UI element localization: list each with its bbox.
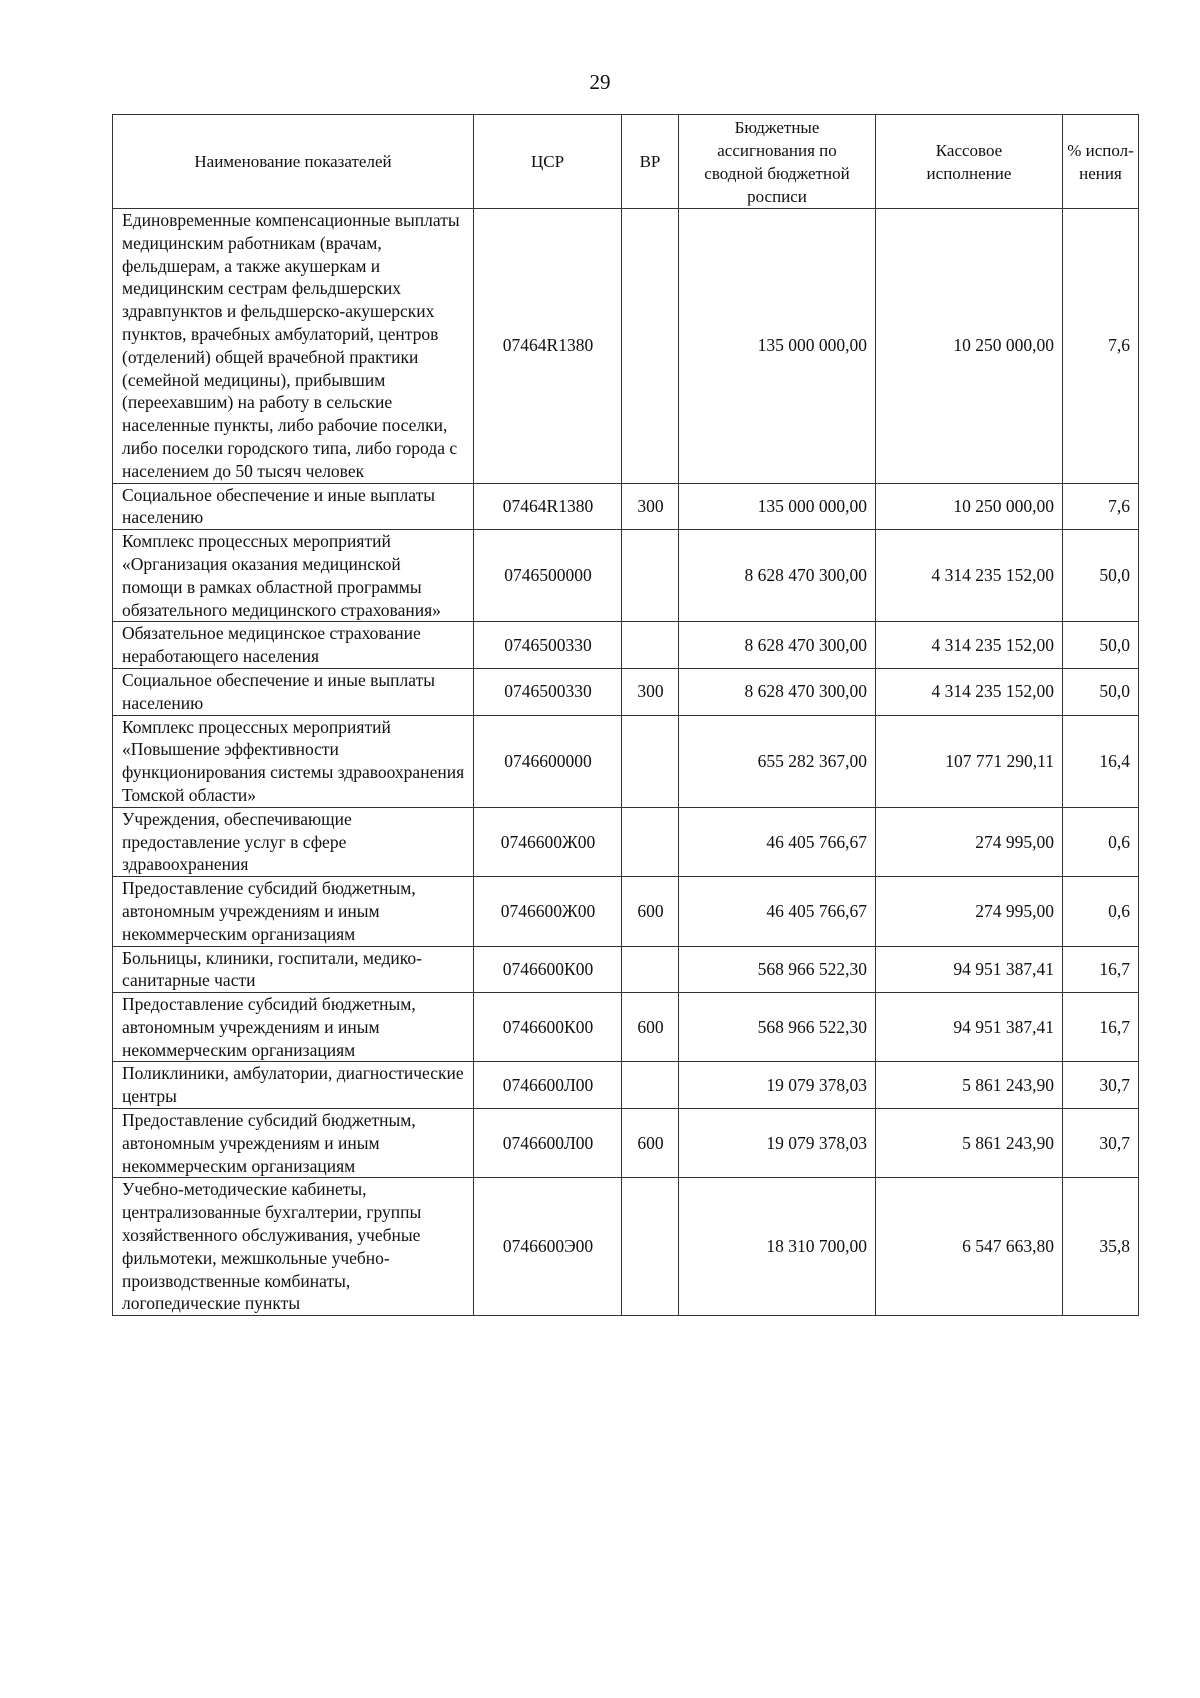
row-vr [622, 209, 679, 484]
row-budget: 8 628 470 300,00 [679, 622, 876, 669]
row-budget: 46 405 766,67 [679, 877, 876, 946]
row-pct: 16,7 [1063, 993, 1139, 1062]
row-cash: 6 547 663,80 [876, 1178, 1063, 1316]
row-cash: 4 314 235 152,00 [876, 668, 1063, 715]
row-name: Обязательное медицинское страхование неработающего населения [113, 622, 474, 669]
row-budget: 135 000 000,00 [679, 483, 876, 530]
row-budget: 568 966 522,30 [679, 946, 876, 993]
header-csr: ЦСР [474, 115, 622, 209]
row-budget: 46 405 766,67 [679, 807, 876, 876]
table-row [113, 807, 1139, 876]
table-row [113, 877, 1139, 946]
row-budget: 19 079 378,03 [679, 1109, 876, 1178]
row-vr [622, 1178, 679, 1316]
row-cash: 94 951 387,41 [876, 946, 1063, 993]
row-vr [622, 946, 679, 993]
row-cash: 10 250 000,00 [876, 483, 1063, 530]
row-name: Предоставление субсидий бюджетным, автономным учреждениям и иным некоммерческим организациям [113, 877, 474, 946]
table-row [113, 715, 1139, 807]
row-budget: 18 310 700,00 [679, 1178, 876, 1316]
row-csr: 0746600Ж00 [474, 877, 622, 946]
row-name: Больницы, клиники, госпитали, медико-санитарные части [113, 946, 474, 993]
header-cash: Кассовое исполнение [876, 115, 1063, 209]
row-cash: 5 861 243,90 [876, 1062, 1063, 1109]
table-row [113, 993, 1139, 1062]
row-pct: 30,7 [1063, 1062, 1139, 1109]
row-name: Единовременные компенсационные выплаты медицинским работникам (врачам, фельдшерам, а также акушеркам и медицинским сестрам фельдшерских здравпунктов и фельдшерско-акушерских пунктов, врачебных амбулаторий, центров (отделений) общей врачебной практики (семейной медицины), прибывшим (переехавшим) на работу в сельские населенные пункты, либо рабочие поселки, либо поселки городского типа, либо города с населением до 50 тысяч человек [113, 209, 474, 484]
row-csr: 07464R1380 [474, 483, 622, 530]
table-header-row [113, 115, 1139, 209]
row-csr: 0746600Л00 [474, 1062, 622, 1109]
row-vr: 600 [622, 1109, 679, 1178]
table-row [113, 946, 1139, 993]
row-pct: 35,8 [1063, 1178, 1139, 1316]
row-pct: 0,6 [1063, 877, 1139, 946]
row-csr: 0746500330 [474, 622, 622, 669]
row-cash: 5 861 243,90 [876, 1109, 1063, 1178]
row-budget: 8 628 470 300,00 [679, 668, 876, 715]
row-pct: 30,7 [1063, 1109, 1139, 1178]
row-cash: 10 250 000,00 [876, 209, 1063, 484]
row-cash: 274 995,00 [876, 807, 1063, 876]
row-name: Учреждения, обеспечивающие предоставление услуг в сфере здравоохранения [113, 807, 474, 876]
row-name: Социальное обеспечение и иные выплаты населению [113, 668, 474, 715]
header-vr: ВР [622, 115, 679, 209]
header-name: Наименование показателей [113, 115, 474, 209]
table-row [113, 622, 1139, 669]
row-cash: 274 995,00 [876, 877, 1063, 946]
row-vr [622, 715, 679, 807]
row-csr: 0746600000 [474, 715, 622, 807]
row-vr [622, 1062, 679, 1109]
table-row [113, 483, 1139, 530]
row-pct: 0,6 [1063, 807, 1139, 876]
row-vr [622, 530, 679, 622]
row-name: Поликлиники, амбулатории, диагностические центры [113, 1062, 474, 1109]
row-pct: 50,0 [1063, 622, 1139, 669]
row-name: Комплекс процессных мероприятий «Организация оказания медицинской помощи в рамках областной программы обязательного медицинского страхования» [113, 530, 474, 622]
row-cash: 4 314 235 152,00 [876, 622, 1063, 669]
row-pct: 7,6 [1063, 209, 1139, 484]
row-name: Учебно-методические кабинеты, централизованные бухгалтерии, группы хозяйственного обслуживания, учебные фильмотеки, межшкольные учебно-производственные комбинаты, логопедические пункты [113, 1178, 474, 1316]
row-vr: 600 [622, 877, 679, 946]
row-csr: 0746600Ж00 [474, 807, 622, 876]
row-csr: 0746600К00 [474, 946, 622, 993]
row-budget: 19 079 378,03 [679, 1062, 876, 1109]
row-vr [622, 807, 679, 876]
row-budget: 655 282 367,00 [679, 715, 876, 807]
row-pct: 16,7 [1063, 946, 1139, 993]
row-csr: 0746600Л00 [474, 1109, 622, 1178]
row-cash: 4 314 235 152,00 [876, 530, 1063, 622]
row-vr [622, 622, 679, 669]
row-pct: 50,0 [1063, 668, 1139, 715]
row-csr: 0746500330 [474, 668, 622, 715]
row-name: Предоставление субсидий бюджетным, автономным учреждениям и иным некоммерческим организациям [113, 993, 474, 1062]
row-budget: 568 966 522,30 [679, 993, 876, 1062]
table-row [113, 1062, 1139, 1109]
table-row [113, 209, 1139, 484]
row-budget: 135 000 000,00 [679, 209, 876, 484]
row-csr: 07464R1380 [474, 209, 622, 484]
header-pct: % испол-нения [1063, 115, 1139, 209]
budget-execution-table [112, 114, 1139, 1316]
row-csr: 0746600К00 [474, 993, 622, 1062]
row-name: Комплекс процессных мероприятий «Повышение эффективности функционирования системы здравоохранения Томской области» [113, 715, 474, 807]
row-cash: 94 951 387,41 [876, 993, 1063, 1062]
row-csr: 0746500000 [474, 530, 622, 622]
row-pct: 7,6 [1063, 483, 1139, 530]
row-budget: 8 628 470 300,00 [679, 530, 876, 622]
row-cash: 107 771 290,11 [876, 715, 1063, 807]
header-budget: Бюджетные ассигнования по сводной бюджетной росписи [679, 115, 876, 209]
row-pct: 16,4 [1063, 715, 1139, 807]
row-csr: 0746600Э00 [474, 1178, 622, 1316]
row-vr: 600 [622, 993, 679, 1062]
page-number: 29 [589, 70, 611, 94]
row-vr: 300 [622, 668, 679, 715]
table-row [113, 668, 1139, 715]
table-row [113, 1109, 1139, 1178]
row-pct: 50,0 [1063, 530, 1139, 622]
table-row [113, 530, 1139, 622]
row-name: Предоставление субсидий бюджетным, автономным учреждениям и иным некоммерческим организациям [113, 1109, 474, 1178]
row-name: Социальное обеспечение и иные выплаты населению [113, 483, 474, 530]
row-vr: 300 [622, 483, 679, 530]
table-row [113, 1178, 1139, 1316]
